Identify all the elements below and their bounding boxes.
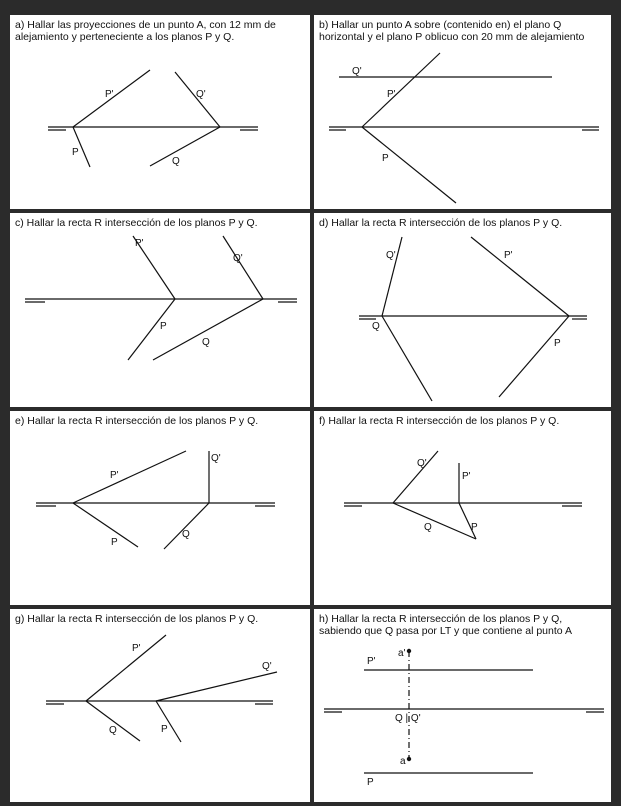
label-q: Q: [424, 522, 432, 533]
trace-q: [164, 503, 209, 549]
trace-p: [499, 316, 569, 397]
label-p-prime: P': [387, 89, 396, 100]
trace-p-prime: [471, 237, 569, 316]
panel-f-title: f) Hallar la recta R intersección de los planos P y Q.: [319, 415, 560, 427]
trace-q: [153, 299, 263, 360]
trace-p-prime: [362, 53, 440, 127]
trace-p: [156, 701, 181, 742]
panel-b: [314, 15, 611, 209]
label-q: Q: [109, 725, 117, 736]
panel-h-title: h) Hallar la recta R intersección de los planos P y Q, sabiendo que Q pasa por LT y que contiene al punto A: [319, 613, 572, 637]
trace-p: [459, 503, 476, 539]
label-q-prime: Q': [211, 453, 221, 464]
label-q: Q: [182, 529, 190, 540]
panel-d-title: d) Hallar la recta R intersección de los planos P y Q.: [319, 217, 563, 229]
label-p: P: [160, 321, 167, 332]
panel-e-drawing: [10, 411, 310, 605]
label-p-prime: P': [105, 89, 114, 100]
trace-p: [362, 127, 456, 203]
label-p: P: [554, 338, 561, 349]
panel-h-drawing: [314, 609, 611, 802]
panel-d-drawing: [314, 213, 611, 407]
panel-d: [314, 213, 611, 407]
label-p: P: [111, 537, 118, 548]
panel-c: [10, 213, 310, 407]
label-q: Q: [172, 156, 180, 167]
label-q-prime: Q': [233, 253, 243, 264]
label-p: P: [161, 724, 168, 735]
label-p-prime: P': [504, 250, 513, 261]
panel-b-title: b) Hallar un punto A sobre (contenido en) el plano Q horizontal y el plano P oblicuo con 20 mm de alejamiento: [319, 19, 585, 43]
label-p-prime: P': [367, 656, 376, 667]
label-q-q-prime: Q | Q': [395, 713, 421, 724]
label-p-prime: P': [135, 238, 144, 249]
label-a: a: [400, 756, 406, 767]
label-p-prime: P': [110, 470, 119, 481]
label-p: P: [367, 777, 374, 788]
point-a-prime: [407, 649, 411, 653]
trace-q-prime: [393, 451, 438, 503]
panel-g: [10, 609, 310, 802]
trace-q: [382, 316, 432, 401]
point-a: [407, 757, 411, 761]
trace-q-prime: [223, 236, 263, 299]
panel-a: [10, 15, 310, 209]
label-a-prime: a': [398, 648, 406, 659]
label-q-prime: Q': [417, 458, 427, 469]
label-q-prime: Q': [352, 66, 362, 77]
trace-q: [150, 127, 220, 166]
label-p-prime: P': [462, 471, 471, 482]
trace-q: [393, 503, 476, 539]
trace-p: [128, 299, 175, 360]
panel-c-drawing: [10, 213, 310, 407]
panel-e-title: e) Hallar la recta R intersección de los planos P y Q.: [15, 415, 259, 427]
trace-p: [73, 503, 138, 547]
trace-p-prime: [86, 635, 166, 701]
trace-p-prime: [73, 451, 186, 503]
panel-a-title: a) Hallar las proyecciones de un punto A, con 12 mm de alejamiento y perteneciente a los planos P y Q.: [15, 19, 276, 43]
panel-g-title: g) Hallar la recta R intersección de los planos P y Q.: [15, 613, 259, 625]
label-q-prime: Q': [196, 89, 206, 100]
panel-h: [314, 609, 611, 802]
label-q-prime: Q': [386, 250, 396, 261]
label-q: Q: [372, 321, 380, 332]
trace-q-prime: [156, 672, 277, 701]
panel-f: [314, 411, 611, 605]
label-p-prime: P': [132, 643, 141, 654]
panel-g-drawing: [10, 609, 310, 802]
panel-b-drawing: [314, 15, 611, 209]
label-p: P: [72, 147, 79, 158]
label-q: Q: [202, 337, 210, 348]
panel-e: [10, 411, 310, 605]
panel-f-drawing: [314, 411, 611, 605]
label-q-prime: Q': [262, 661, 272, 672]
trace-q-prime: [382, 237, 402, 316]
label-p: P: [471, 522, 478, 533]
label-p: P: [382, 153, 389, 164]
panel-c-title: c) Hallar la recta R intersección de los planos P y Q.: [15, 217, 258, 229]
panel-a-drawing: [10, 15, 310, 209]
